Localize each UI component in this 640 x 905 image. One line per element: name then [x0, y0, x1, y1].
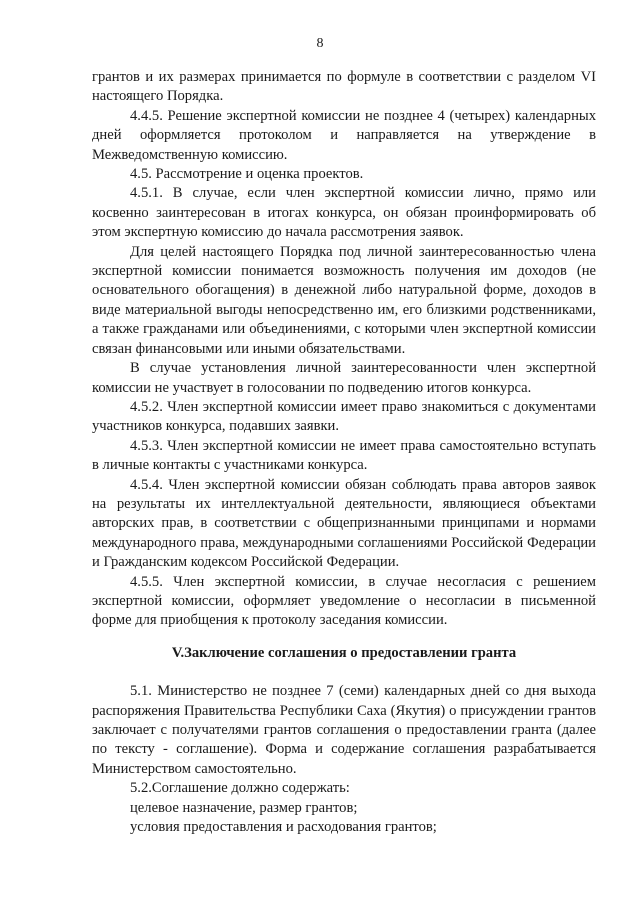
paragraph: 5.1. Министерство не позднее 7 (семи) календарных дней со дня выхода распоряжения Правительства Республики Саха (Якутия) о присуждении грантов заключает с получателями грантов соглашения о предоставлении гранта (далее по тексту - соглашение). Форма и содержание соглашения разрабатывается Министерством самостоятельно. [92, 683, 596, 777]
paragraph: 4.5. Рассмотрение и оценка проектов. [130, 166, 364, 183]
paragraph: грантов и их размерах принимается по формуле в соответствии с разделом VI настоящего Порядка. [92, 69, 596, 105]
section-four-continued [92, 68, 596, 631]
paragraph: 4.5.1. В случае, если член экспертной комиссии лично, прямо или косвенно заинтересован в итогах конкурса, он обязан проинформировать об этом экспертную комиссию до начала рассмотрения заявок. [92, 185, 596, 241]
section-five [92, 682, 596, 837]
paragraph: Для целей настоящего Порядка под личной заинтересованностью члена экспертной комиссии понимается возможность получения им доходов (не основательного обогащения) в денежной либо натуральной форме, доходов в виде материальной выгоды непосредственно им, его близкими родственниками, а также гражданами или объединениями, с которыми член экспертной комиссии связан финансовыми или иными обязательствами. [92, 243, 596, 357]
paragraph: В случае установления личной заинтересованности член экспертной комиссии не участвует в голосовании по подведению итогов конкурса. [92, 360, 596, 396]
list-item: целевое назначение, размер грантов; [130, 799, 358, 816]
paragraph: 4.5.2. Член экспертной комиссии имеет право знакомиться с документами участников конкурса, подавших заявки. [92, 398, 596, 435]
list-item: условия предоставления и расходования грантов; [130, 819, 437, 836]
paragraph: 4.4.5. Решение экспертной комиссии не позднее 4 (четырех) календарных дней оформляется протоколом и направляется на утверждение в Межведомственную комиссию. [92, 107, 596, 163]
paragraph: 5.2.Соглашение должно содержать: [130, 780, 350, 797]
document-body [92, 68, 596, 837]
paragraph: 4.5.3. Член экспертной комиссии не имеет права самостоятельно вступать в личные контакты с участниками конкурса. [92, 437, 596, 474]
page-number: 8 [316, 36, 324, 51]
paragraph: 4.5.4. Член экспертной комиссии обязан соблюдать права авторов заявок на результаты их интеллектуальной деятельности, являющиеся объектами авторских прав, в соответствии с общепризнанными принципами и нормами международного права, международными соглашениями Российской Федерации и Гражданским кодексом Российской Федерации. [92, 476, 596, 571]
paragraph: 4.5.5. Член экспертной комиссии, в случае несогласия с решением экспертной комиссии, оформляет уведомление о несогласии в письменной форме для приобщения к протоколу заседания комиссии. [92, 573, 596, 629]
section-heading: V.Заключение соглашения о предоставлении гранта [171, 644, 517, 661]
